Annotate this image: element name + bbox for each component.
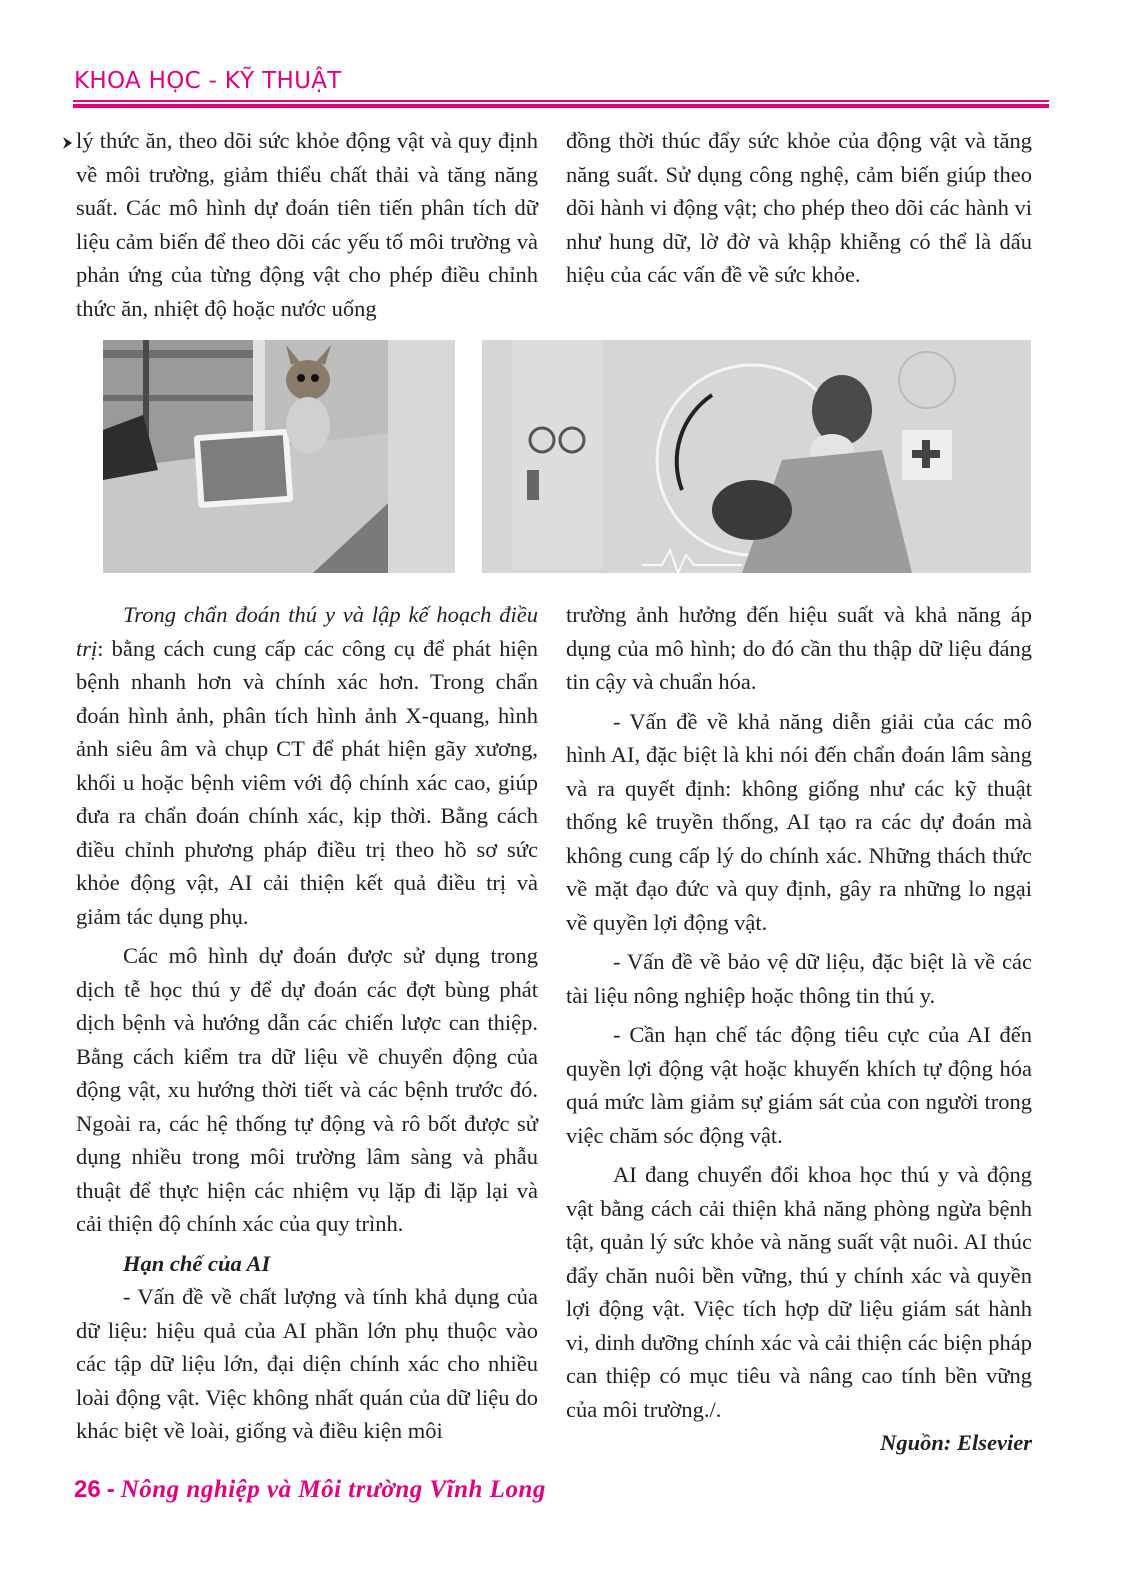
page-number: 26 [74, 1476, 101, 1503]
left-column [76, 598, 538, 1448]
page-footer [74, 1476, 546, 1510]
vet-tablet-photo [103, 340, 455, 573]
top-right-column [566, 124, 1032, 292]
data-quality-continued: trường ảnh hưởng đến hiệu suất và khả năng áp dụng của mô hình; do đó cần thu thập dữ liệu đáng tin cậy và chuẩn hóa. [566, 602, 1032, 694]
header-rule-thick [73, 104, 1049, 108]
vet-ai-hologram-photo [482, 340, 1031, 573]
source-credit: Nguồn: Elsevier [880, 1430, 1032, 1455]
vet-tablet-image-icon [103, 340, 455, 573]
diagnosis-paragraph [76, 598, 538, 933]
magazine-name: Nông nghiệp và Môi trường Vĩnh Long [120, 1476, 546, 1503]
limitations-subheading: Hạn chế của AI [123, 1250, 271, 1276]
top-left-column [76, 124, 538, 325]
vet-hologram-image-icon [482, 340, 1031, 573]
data-quality-paragraph: - Vấn đề về chất lượng và tính khả dụng của dữ liệu: hiệu quả của AI phần lớn phụ thuộc vào các tập dữ liệu lớn, đại diện chính xác cho nhiều loài động vật. Việc không nhất quán của dữ liệu do khác biệt về loài, giống và điều kiện môi [76, 1284, 538, 1443]
right-column [566, 598, 1032, 1460]
negative-impact-paragraph: - Cần hạn chế tác động tiêu cực của AI đến quyền lợi động vật hoặc khuyến khích tự động hóa quá mức làm giảm sự giám sát của con người trong việc chăm sóc động vật. [566, 1022, 1032, 1148]
conclusion-paragraph: AI đang chuyển đổi khoa học thú y và động vật bằng cách cải thiện khả năng phòng ngừa bệnh tật, quản lý sức khỏe và năng suất vật nuôi. AI thúc đẩy chăn nuôi bền vững, thú y chính xác và quyền lợi động vật. Việc tích hợp dữ liệu giám sát hành vi, dinh dưỡng chính xác và cải thiện các biện pháp can thiệp có mục tiêu và nâng cao tính bền vững của môi trường./. [566, 1162, 1032, 1422]
footer-separator: - [106, 1476, 115, 1503]
top-left-paragraph: lý thức ăn, theo dõi sức khỏe động vật và quy định về môi trường, giảm thiểu chất thải và tăng năng suất. Các mô hình dự đoán tiên tiến phân tích dữ liệu cảm biến để theo dõi các yếu tố môi trường và phản ứng của từng động vật cho phép điều chỉnh thức ăn, nhiệt độ hoặc nước uống [76, 128, 538, 321]
diagnosis-lead: Trong chẩn đoán thú y và lập kế hoạch điều trị [76, 602, 538, 661]
continuation-arrow-icon [62, 135, 74, 151]
epidemiology-paragraph: Các mô hình dự đoán được sử dụng trong dịch tễ học thú y để dự đoán các đợt bùng phát dịch bệnh và hướng dẫn các chiến lược can thiệp. Bằng cách kiểm tra dữ liệu về chuyển động của động vật, xu hướng thời tiết và các bệnh trước đó. Ngoài ra, các hệ thống tự động và rô bốt được sử dụng nhiều trong môi trường lâm sàng và phẫu thuật để thực hiện các nhiệm vụ lặp đi lặp lại và cải thiện độ chính xác của quy trình. [76, 943, 538, 1236]
top-right-paragraph: đồng thời thúc đẩy sức khỏe của động vật và tăng năng suất. Sử dụng công nghệ, cảm biến giúp theo dõi hành vi động vật; cho phép theo dõi các hành vi như hung dữ, lờ đờ và khập khiễng có thể là dấu hiệu của các vấn đề về sức khỏe. [566, 128, 1032, 287]
diagnosis-body: : bằng cách cung cấp các công cụ để phát hiện bệnh nhanh hơn và chính xác hơn. Trong chẩn đoán hình ảnh, phân tích hình ảnh X-quang, hình ảnh siêu âm và chụp CT để phát hiện gãy xương, khối u hoặc bệnh viêm với độ chính xác cao, giúp đưa ra chẩn đoán chính xác, kịp thời. Bằng cách điều chỉnh phương pháp điều trị theo hồ sơ sức khỏe động vật, AI cải thiện kết quả điều trị và giảm tác dụng phụ. [76, 635, 538, 929]
header-rule-thin [73, 100, 1049, 102]
data-protection-paragraph: - Vấn đề về bảo vệ dữ liệu, đặc biệt là về các tài liệu nông nghiệp hoặc thông tin thú y. [566, 949, 1032, 1008]
section-title: KHOA HỌC - KỸ THUẬT [74, 68, 342, 94]
interpretability-paragraph: - Vấn đề về khả năng diễn giải của các mô hình AI, đặc biệt là khi nói đến chẩn đoán lâm sàng và ra quyết định: không giống như các kỹ thuật thống kê truyền thống, AI tạo ra các dự đoán mà không cung cấp lý do chính xác. Những thách thức về mặt đạo đức và quy định, gây ra những lo ngại về quyền lợi động vật. [566, 708, 1032, 935]
